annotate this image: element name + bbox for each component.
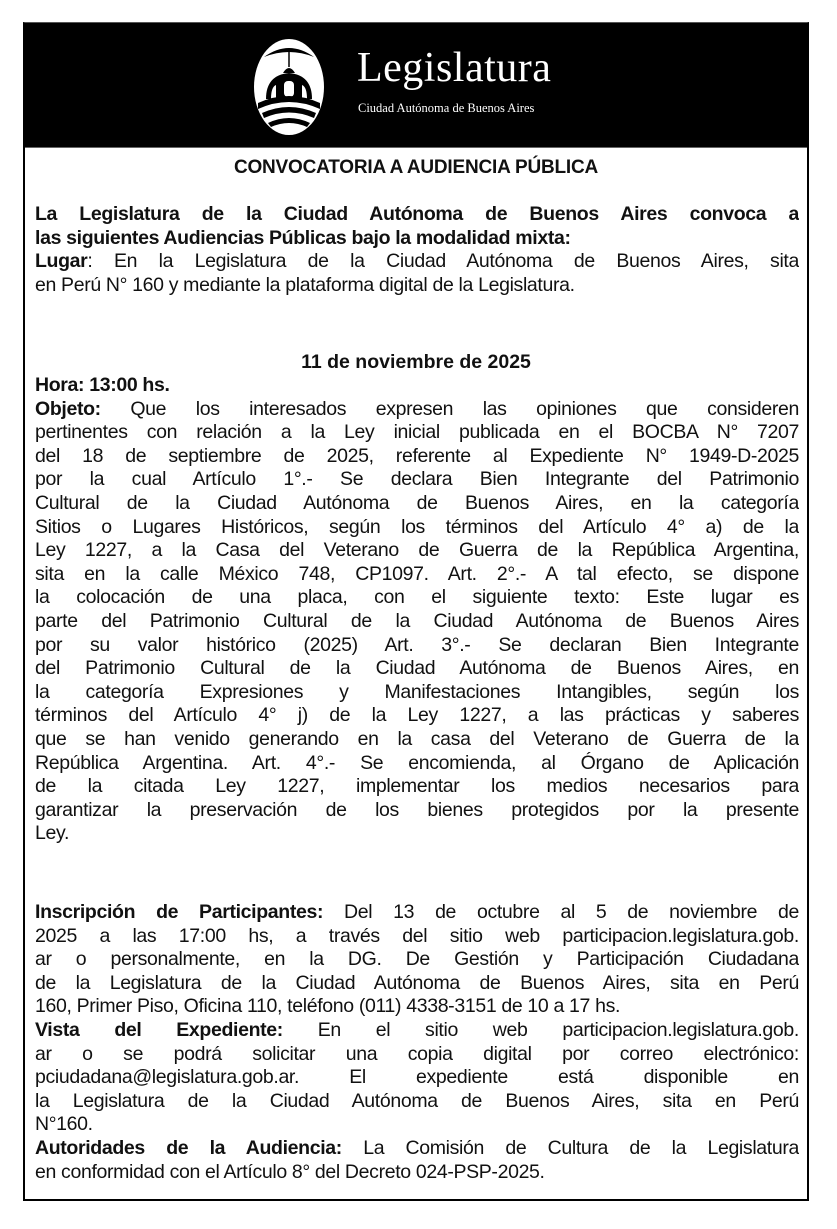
lugar-line [35, 250, 799, 274]
objeto-line: pertinentes con relación a la Ley inicial publicada en el BOCBA N° 7207 [35, 421, 799, 444]
intro-paragraph [35, 203, 799, 297]
inscripcion-text: Del 13 de octubre al 5 de noviembre de [323, 901, 799, 923]
objeto-line: Cultural de la Ciudad Autónoma de Buenos Aires, en la categoría [35, 491, 799, 514]
vista-line: la Legislatura de la Ciudad Autónoma de Buenos Aires, sita en Perú [35, 1089, 799, 1112]
objeto-text: Que los interesados expresen las opiniones que consideren [100, 397, 799, 420]
objeto-line: Sitios o Lugares Históricos, según los términos del Artículo 4° a) de la [35, 515, 799, 538]
objeto-line: que se han venido generando en la casa del Veterano de Guerra de la [35, 727, 799, 750]
objeto-line: sita en la calle México 748, CP1097. Art. 2°.- A tal efecto, se dispone [35, 562, 799, 585]
autoridades-text: La Comisión de Cultura de la Legislatura [341, 1136, 799, 1159]
objeto-line: parte del Patrimonio Cultural de la Ciudad Autónoma de Buenos Aires [35, 609, 799, 632]
objeto-line: la categoría Expresiones y Manifestaciones Intangibles, según los [35, 680, 799, 703]
header-banner [25, 23, 807, 148]
intro-line: las siguientes Audiencias Públicas bajo la modalidad mixta: [35, 226, 571, 249]
objeto-label: Objeto: [35, 397, 101, 420]
notice-frame [23, 22, 809, 1201]
objeto-line: términos del Artículo 4° j) de la Ley 1227, a las prácticas y saberes [35, 704, 799, 727]
inscripcion-label: Inscripción de Participantes: [35, 901, 324, 923]
autoridades-line: en conformidad con el Artículo 8° del Decreto 024-PSP-2025. [35, 1160, 545, 1183]
objeto-line: garantizar la preservación de los bienes protegidos por la presente [35, 798, 799, 821]
objeto-line: por su valor histórico (2025) Art. 3°.- Se declaran Bien Integrante [35, 633, 799, 656]
objeto-line: del Patrimonio Cultural de la Ciudad Autónoma de Buenos Aires, en [35, 657, 799, 680]
autoridades-label: Autoridades de la Audiencia: [35, 1136, 342, 1159]
legislature-dome-icon [252, 37, 326, 137]
inscripcion-paragraph [35, 901, 799, 1184]
logo-subtitle: Ciudad Autónoma de Buenos Aires [358, 101, 535, 115]
objeto-line: la colocación de una placa, con el siguiente texto: Este lugar es [35, 586, 799, 609]
objeto-line: Ley. [35, 822, 70, 845]
lugar-line: en Perú N° 160 y mediante la plataforma digital de la Legislatura. [35, 273, 575, 296]
lugar-label: Lugar [35, 250, 88, 273]
inscripcion-line: 160, Primer Piso, Oficina 110, teléfono (011) 4338-3151 de 10 a 17 hs. [35, 995, 621, 1018]
audience-date: 11 de noviembre de 2025 [301, 351, 531, 373]
vista-line: pciudadana@legislatura.gob.ar. El expediente está disponible en [35, 1066, 799, 1089]
objeto-paragraph [35, 374, 799, 846]
logo-title: Legislatura [357, 45, 552, 91]
objeto-line [35, 398, 799, 422]
objeto-line: República Argentina. Art. 4°.- Se encomienda, al Órgano de Aplicación [35, 751, 799, 774]
inscripcion-line: de la Legislatura de la Ciudad Autónoma de Buenos Aires, sita en Perú [35, 971, 799, 994]
autoridades-line [35, 1137, 799, 1161]
vista-line: N°160. [35, 1113, 93, 1136]
vista-text: En el sitio web participacion.legislatura.gob. [282, 1018, 799, 1041]
hora-line: Hora: 13:00 hs. [35, 374, 170, 396]
vista-line [35, 1019, 799, 1043]
objeto-line: por la cual Artículo 1°.- Se declara Bien Integrante del Patrimonio [35, 468, 799, 491]
vista-label: Vista del Expediente: [35, 1018, 283, 1041]
objeto-line: Ley 1227, a la Casa del Veterano de Guerra de la República Argentina, [35, 539, 799, 562]
inscripcion-line [35, 901, 799, 925]
notice-title: CONVOCATORIA A AUDIENCIA PÚBLICA [233, 157, 599, 178]
intro-line: La Legislatura de la Ciudad Autónoma de Buenos Aires convoca a [35, 203, 799, 225]
objeto-line: de la citada Ley 1227, implementar los medios necesarios para [35, 775, 799, 798]
inscripcion-line: ar o personalmente, en la DG. De Gestión y Participación Ciudadana [35, 948, 799, 971]
vista-line: ar o se podrá solicitar una copia digital por correo electrónico: [35, 1042, 799, 1065]
lugar-text: : En la Legislatura de la Ciudad Autónoma de Buenos Aires, sita [87, 250, 799, 273]
objeto-line: del 18 de septiembre de 2025, referente al Expediente N° 1949-D-2025 [35, 444, 799, 467]
inscripcion-line: 2025 a las 17:00 hs, a través del sitio web participacion.legislatura.gob. [35, 924, 799, 947]
